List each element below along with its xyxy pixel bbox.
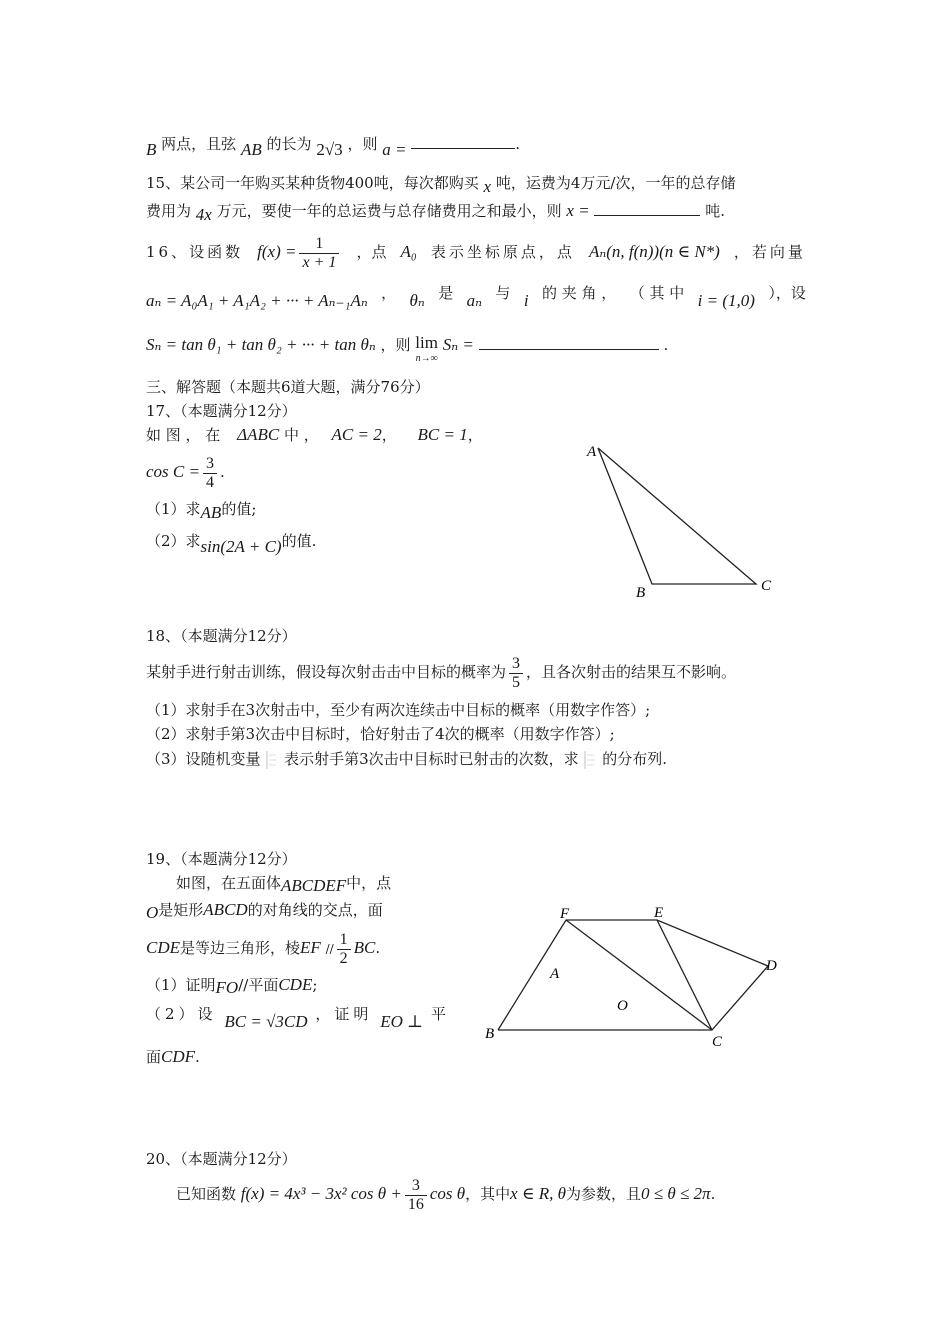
four-x: 4x	[195, 205, 212, 224]
q17-head: 17、（本题满分12分）	[146, 402, 297, 420]
q19-p2c: 平	[430, 1005, 446, 1023]
q19-bc: BC	[353, 938, 376, 957]
q18-l1a: 某射手进行射击训练，假设每次射击击中目标的概率为	[146, 663, 507, 681]
q17-dot: .	[219, 463, 225, 481]
var-x: x	[483, 177, 492, 196]
q14-text-3: ，则	[347, 135, 378, 153]
q19-line-1	[176, 872, 806, 894]
label-e: E	[654, 905, 664, 921]
q18-part-2: （2）求射手第3次击中目标时，恰好射击了4次的概率（用数字作答）;	[146, 725, 615, 743]
q16-end: .	[663, 336, 669, 354]
q16-an: Aₙ(n, f(n))(n ∈ N*)	[588, 242, 720, 261]
q19-p1a: （1）证明	[146, 976, 216, 994]
label-c-vertex: C	[712, 1034, 723, 1050]
q15-unit: 吨.	[705, 202, 726, 220]
q16-line-1	[146, 232, 806, 272]
q18-p-num: 3	[509, 655, 523, 674]
q17-cos-num: 3	[203, 455, 217, 474]
q17-line-1	[146, 424, 530, 446]
q16-lim-s: Sₙ =	[442, 335, 474, 354]
q18-line-1	[146, 652, 806, 692]
chord-ab: AB	[240, 140, 262, 159]
q18-l1b: ，且各次射击的结果互不影响。	[526, 663, 737, 681]
q19-l2b: 的对角线的交点，面	[247, 901, 383, 919]
label-a: A	[587, 444, 597, 460]
q16-an-def: aₙ = A₀A₁ + A₁A₂ + ··· + Aₙ₋₁Aₙ	[146, 291, 368, 310]
q18-p3b: 表示射手第3次击中目标时已射击的次数，求	[284, 750, 579, 768]
q19-l2a: 是矩形	[158, 901, 204, 919]
q16-theta: θₙ	[409, 291, 425, 310]
q16-line-2	[146, 282, 806, 310]
random-variable-glyph	[583, 749, 597, 771]
q20-cond: x ∈ R, θ	[510, 1184, 567, 1203]
label-b-vertex: B	[485, 1026, 495, 1042]
q19-fo: FO	[215, 978, 239, 997]
q18-p3a: （3）设随机变量	[146, 750, 261, 768]
chord-length: 2√3	[316, 140, 343, 159]
q17-cos-den: 4	[205, 473, 214, 491]
q17-cos: cos C =	[146, 462, 200, 481]
q19-l1a: 如图，在五面体	[176, 874, 282, 892]
q15-text-1: 15、某公司一年购买某种货物400吨，每次都购买	[146, 174, 479, 192]
q19-half-den: 2	[339, 949, 348, 967]
q15-text-1b: 吨，运费为4万元/次，一年的总存储	[495, 174, 736, 192]
q18-part-3	[146, 748, 806, 771]
q16-ieq: i = (1,0)	[697, 291, 755, 310]
label-b: B	[636, 585, 646, 601]
q18-part-1: （1）求射手在3次射击中，至少有两次连续击中目标的概率（用数字作答）;	[146, 701, 651, 719]
q19-cde: CDE	[146, 938, 180, 957]
q17-p1b: AB	[200, 503, 222, 522]
q19-p2b: ，证明	[315, 1005, 373, 1023]
q19-cde2: CDE	[278, 975, 313, 994]
section-3-title: 三、解答题（本题共6道大题，满分76分）	[146, 378, 430, 396]
q19-semi: ;	[312, 976, 318, 994]
q16-line-3	[146, 334, 806, 366]
q19-par: //	[325, 942, 334, 956]
q16-paren: （ 其 中	[629, 284, 685, 302]
q17-p1a: （1）求	[146, 500, 201, 518]
q19-half-num: 1	[337, 931, 351, 950]
q20-l1a: 已知函数	[176, 1185, 237, 1203]
q17-bc: BC = 1	[417, 425, 468, 444]
q16-an2: aₙ	[466, 291, 483, 310]
q18-p-den: 5	[512, 673, 521, 691]
q16-t8: ），设	[768, 284, 806, 302]
q17-ac: AC = 2	[331, 425, 382, 444]
q15-line-1	[146, 172, 806, 194]
q19-cdf: CDF	[161, 1047, 196, 1066]
q15-text-2a: 费用为	[146, 202, 192, 220]
q17-p1c: 的值;	[221, 500, 257, 518]
triangle-abc-figure	[580, 438, 790, 603]
q17-comma: ，	[381, 426, 397, 444]
q19-ef: EF	[300, 938, 321, 957]
q19-head: 19、（本题满分12分）	[146, 850, 297, 868]
q19-part-2	[146, 1003, 446, 1031]
q17-p2a: （2）求	[146, 532, 201, 550]
a-equals: a =	[382, 140, 407, 159]
q19-l3a: 是等边三角形，棱	[180, 939, 301, 957]
q16-t9: ，则	[380, 336, 411, 354]
q17-p2c: 的值.	[281, 532, 317, 550]
q14-tail-line: B 两点，且弦 AB 的长为 2√3 ，则 a = .	[146, 135, 521, 159]
q16-t5: 是	[438, 284, 454, 302]
q17-comma2: ，	[467, 426, 483, 444]
q16-t7: 的 夹 角 ，	[541, 284, 617, 302]
answer-blank-14	[411, 136, 515, 149]
q20-frac-num: 3	[405, 1177, 427, 1196]
q18-p3c: 的分布列.	[602, 750, 667, 768]
label-c: C	[761, 578, 772, 594]
q16-lim: lim	[415, 333, 438, 352]
label-d: D	[766, 958, 777, 974]
q20-end: .	[710, 1185, 716, 1203]
q19-p2d: 面	[146, 1048, 162, 1066]
q16-t6: 与	[495, 284, 511, 302]
q17-l1b: 中 ，	[283, 426, 319, 444]
q16-t2: 表示坐标原点，点	[430, 243, 575, 261]
q20-cos: cos θ	[429, 1184, 466, 1203]
q16-t3: ，若向量	[733, 243, 806, 261]
answer-blank-15	[594, 203, 700, 216]
q19-l1b: 中，点	[346, 874, 392, 892]
answer-blank-16	[479, 337, 659, 350]
q20-range: 0 ≤ θ ≤ 2π	[641, 1184, 711, 1203]
q15-text-2b: 万元，要使一年的总运费与总存储费用之和最小，则	[216, 202, 562, 220]
q19-solid: ABCDEF	[281, 876, 347, 895]
q16-t4: ，	[381, 284, 397, 302]
q16-lim-sub: n→∞	[415, 353, 438, 364]
pentahedron-figure	[480, 900, 800, 1055]
q20-frac-den: 16	[407, 1195, 424, 1213]
q20-l1b: ，其中	[465, 1185, 511, 1203]
point-b: B	[146, 140, 157, 159]
q19-bceq: BC = √3CD	[224, 1012, 308, 1031]
q19-dot: .	[375, 939, 381, 957]
q16-t1: ，点	[356, 243, 387, 261]
q19-eo: EO ⊥	[380, 1012, 424, 1031]
q17-p2b: sin(2A + C)	[200, 537, 282, 556]
q19-p1b: //平面	[238, 976, 279, 994]
q19-o: O	[146, 903, 159, 922]
q17-l1a: 如 图 ， 在	[146, 426, 221, 444]
q19-rect: ABCD	[203, 900, 248, 919]
random-variable-glyph	[265, 749, 279, 771]
q14-text-1: 两点，且弦	[161, 135, 237, 153]
q20-head: 20、（本题满分12分）	[146, 1150, 297, 1168]
q17-tri: ΔABC	[237, 425, 280, 444]
q18-head: 18、（本题满分12分）	[146, 627, 297, 645]
q19-p2a: （2）设	[146, 1005, 217, 1023]
q16-sn: Sₙ = tan θ₁ + tan θ₂ + ··· + tan θₙ	[146, 335, 376, 354]
q16-a0: A₀	[400, 242, 417, 261]
q19-p2e: .	[195, 1048, 200, 1066]
label-f: F	[560, 906, 570, 922]
x-equals: x =	[566, 201, 590, 220]
q20-l1c: 为参数，且	[566, 1185, 642, 1203]
q16-num: 16、设函数	[146, 243, 244, 261]
label-o: O	[617, 998, 628, 1014]
q15-line-2	[146, 200, 806, 222]
q16-i: i	[523, 291, 529, 310]
q16-frac-den: x + 1	[302, 253, 337, 271]
q20-line-1	[176, 1172, 806, 1216]
label-a-face: A	[550, 966, 560, 982]
q14-text-2: 的长为	[266, 135, 312, 153]
q20-fx: f(x) = 4x³ − 3x² cos θ +	[240, 1184, 402, 1203]
q16-frac-num: 1	[299, 235, 339, 254]
q16-f: f(x) =	[257, 242, 297, 261]
